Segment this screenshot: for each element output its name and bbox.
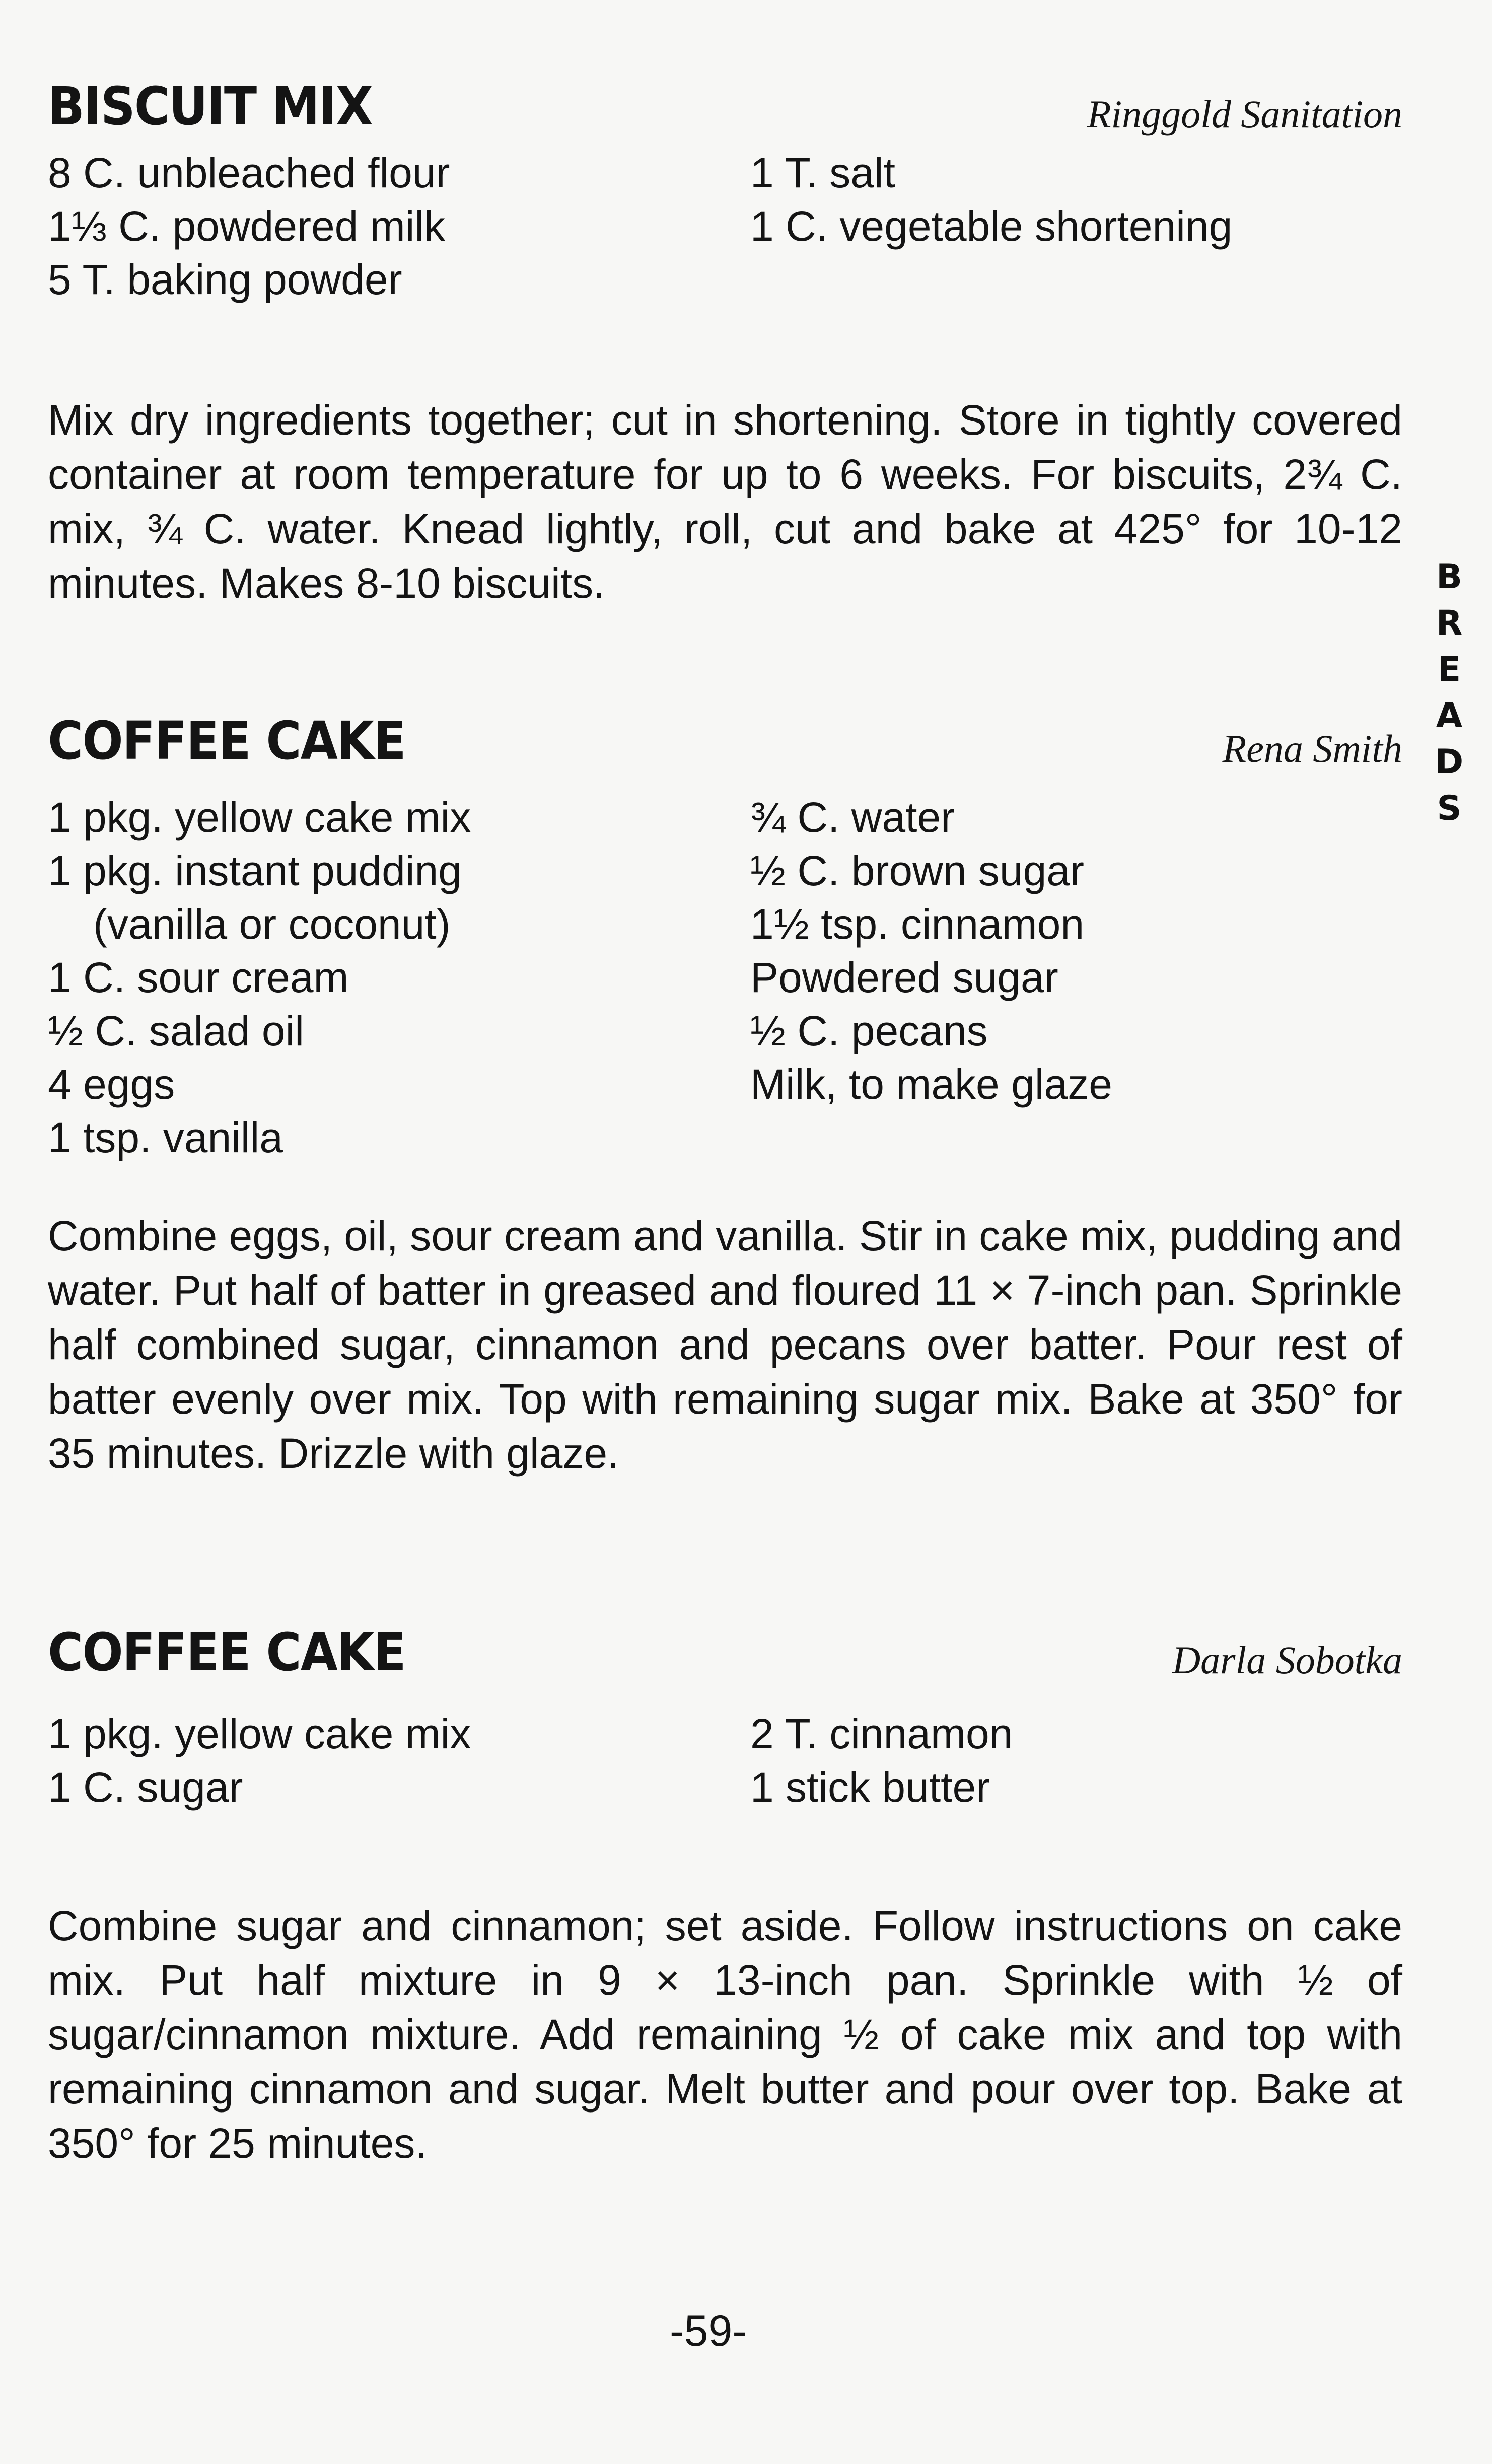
recipe-method: Combine sugar and cinnamon; set aside. Follow instructions on cake mix. Put half mixture in 9 × 13-inch pan. Sprinkle with ½ of sugar/cinnamon mixture. Add remaining ½ of cake mix and top with remaining cinnamon and sugar. Melt butter and pour over top. Bake at 350° for 25 minutes. xyxy=(48,1902,1402,2167)
recipe-header xyxy=(48,1622,1402,1697)
recipe-coffee-cake-darla xyxy=(48,1622,1402,2167)
recipe-title: COFFEE CAKE xyxy=(48,1622,405,1683)
ingredients-left-column xyxy=(48,146,450,306)
ingredient: ½ C. salad oil xyxy=(48,1007,304,1054)
ingredient: 8 C. unbleached flour xyxy=(48,149,450,196)
recipe-author: Darla Sobotka xyxy=(1172,1638,1402,1682)
page-number: -59- xyxy=(670,2307,747,2355)
ingredient: Powdered sugar xyxy=(750,954,1058,1001)
section-tab-letter: E xyxy=(1437,650,1461,689)
ingredient: 2 T. cinnamon xyxy=(750,1710,1013,1757)
ingredient: 1 C. sugar xyxy=(48,1764,243,1811)
section-tab-letter: S xyxy=(1437,789,1462,828)
ingredients-right-column xyxy=(750,791,1112,1111)
ingredient: 1 C. sour cream xyxy=(48,954,349,1001)
ingredient: 1 tsp. vanilla xyxy=(48,1114,283,1161)
ingredient-note: (vanilla or coconut) xyxy=(93,900,451,948)
ingredient: 1⅓ C. powdered milk xyxy=(48,202,446,250)
ingredients-right-column xyxy=(750,1707,1013,1814)
ingredient: 4 eggs xyxy=(48,1061,175,1108)
ingredient: 1 pkg. yellow cake mix xyxy=(48,794,471,841)
ingredient: 1½ tsp. cinnamon xyxy=(750,900,1085,948)
recipe-title: COFFEE CAKE xyxy=(48,710,405,771)
recipe-coffee-cake-rena xyxy=(48,710,1402,1477)
ingredients-left-column xyxy=(48,791,471,1164)
recipe-method: Combine eggs, oil, sour cream and vanilla. Stir in cake mix, pudding and water. Put half of batter in greased and floured 11 × 7-inch pan. Sprinkle half combined sugar, cinnamon and pecans over batter. Pour rest of batter evenly over mix. Top with remaining sugar mix. Bake at 350° for 35 minutes. Drizzle with glaze. xyxy=(48,1212,1402,1477)
recipe-author: Ringgold Sanitation xyxy=(1087,92,1402,136)
recipe-header xyxy=(48,710,1402,786)
ingredient: 1 stick butter xyxy=(750,1764,990,1811)
ingredient: ½ C. brown sugar xyxy=(750,847,1084,894)
ingredients-left-column xyxy=(48,1707,471,1814)
section-tab-letter: R xyxy=(1436,603,1463,643)
ingredient: 1 pkg. yellow cake mix xyxy=(48,1710,471,1757)
ingredient: Milk, to make glaze xyxy=(750,1061,1112,1108)
recipe-header xyxy=(48,76,1402,151)
ingredient: 1 T. salt xyxy=(750,149,895,196)
recipe-method: Mix dry ingredients together; cut in shortening. Store in tightly covered container at room temperature for up to 6 weeks. For biscuits, 2¾ C. mix, ¾ C. water. Knead lightly, roll, cut and bake at 425° for 10-12 minutes. Makes 8-10 biscuits. xyxy=(48,396,1402,607)
recipe-author: Rena Smith xyxy=(1222,727,1402,770)
ingredient: ½ C. pecans xyxy=(750,1007,988,1054)
ingredient: 5 T. baking powder xyxy=(48,256,402,303)
section-tab-breads xyxy=(1427,554,1472,832)
section-tab-letter: A xyxy=(1436,696,1463,736)
ingredient: ¾ C. water xyxy=(750,794,955,841)
ingredient: 1 pkg. instant pudding xyxy=(48,847,462,894)
section-tab-letter: D xyxy=(1435,742,1464,782)
recipe-biscuit-mix xyxy=(48,76,1402,607)
recipe-title: BISCUIT MIX xyxy=(48,76,372,137)
ingredients-right-column xyxy=(750,146,1232,253)
ingredient: 1 C. vegetable shortening xyxy=(750,202,1233,250)
section-tab-letter: B xyxy=(1436,557,1462,597)
